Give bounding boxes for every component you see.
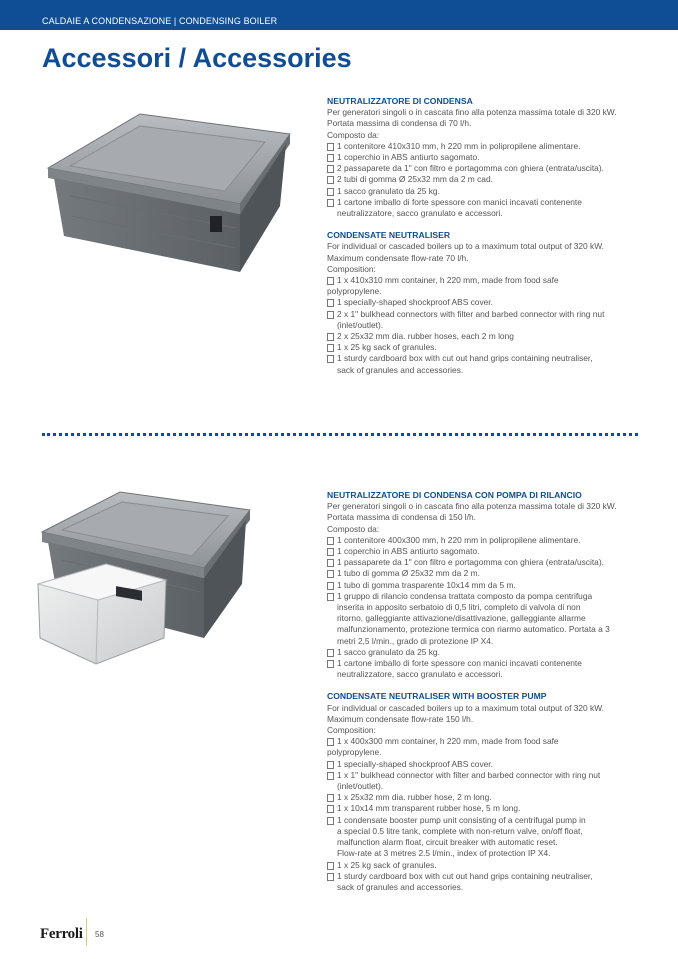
list-item-continuation: polypropylene. [327, 286, 382, 297]
list-item: 1 sacco granulato da 25 kg. [327, 186, 647, 197]
list-item: 1 sturdy cardboard box with cut out hand grips containing neutraliser, sack of granules and accessories. [327, 871, 647, 893]
list-item: 1 x 25 kg sack of granules. [327, 860, 647, 871]
list-item: 2 x 1" bulkhead connectors with filter and barbed connector with ring nut (inlet/outlet). [327, 309, 647, 331]
intro-line: Portata massima di condensa di 70 l/h. [327, 118, 472, 129]
list-item: 1 contenitore 410x310 mm, h 220 mm in polipropilene alimentare. [327, 141, 647, 152]
neutraliser-with-pump-photo [36, 488, 291, 668]
intro-line: Portata massima di condensa di 150 l/h. [327, 512, 476, 523]
product-2-heading-it: NEUTRALIZZATORE DI CONDENSA CON POMPA DI RILANCIO [327, 490, 582, 500]
list-item-continuation: polypropylene. [327, 747, 382, 758]
list-item: 2 x 25x32 mm dia. rubber hoses, each 2 m long [327, 331, 647, 342]
product-1-heading-it: NEUTRALIZZATORE DI CONDENSA [327, 96, 473, 106]
list-item: 1 cartone imballo di forte spessore con manici incavati contenente neutralizzatore, sacco granulato e accessori. [327, 658, 647, 680]
list-item: 1 gruppo di rilancio condensa trattata composto da pompa centrifuga inserita in apposito serbatoio di 0,5 litri, completo di valvola di non ritorno, galleggiante attivazione/disattivazione, galleggiante allarme malfunzionamento, protezione termica con riarmo automatico. Portata a 3 metri 2,5 l/min., grado di protezione IP X4. [327, 591, 647, 647]
list-item: 1 contenitore 400x300 mm, h 220 mm in polipropilene alimentare. [327, 535, 647, 546]
neutraliser-photo [40, 96, 295, 276]
product-2-heading-en: CONDENSATE NEUTRALISER WITH BOOSTER PUMP [327, 691, 547, 702]
intro-line: Maximum condensate flow-rate 70 l/h. [327, 252, 469, 263]
list-item: 1 coperchio in ABS antiurto sagomato. [327, 152, 647, 163]
section-label: CALDAIE A CONDENSAZIONE | CONDENSING BOILER [42, 16, 278, 26]
section-divider [42, 433, 638, 436]
list-item: 1 passaparete da 1" con filtro e portagomma con ghiera (entrata/uscita). [327, 557, 647, 568]
product-1-text [327, 96, 647, 376]
intro-line: Composto da: [327, 129, 380, 140]
list-item: 1 coperchio in ABS antiurto sagomato. [327, 546, 647, 557]
list-item: 1 x 10x14 mm transparent rubber hose, 5 m long. [327, 803, 647, 814]
intro-line: Per generatori singoli o in cascata fino alla potenza massima totale di 320 kW. [327, 501, 617, 512]
footer-divider [86, 918, 87, 946]
header-bar [0, 0, 678, 30]
list-item: 1 x 1" bulkhead connector with filter and barbed connector with ring nut (inlet/outlet). [327, 770, 647, 792]
list-item: 1 condensate booster pump unit consisting of a centrifugal pump in a special 0.5 litre tank, complete with non-return valve, on/off float, malfunction alarm float, circuit breaker with automatic reset. Flow-rate at 3 metres 2.5 l/min., index of protection IP X4. [327, 815, 647, 860]
list-item: 1 x 25x32 mm dia. rubber hose, 2 m long. [327, 792, 647, 803]
intro-line: Maximum condensate flow-rate 150 l/h. [327, 713, 474, 724]
list-item: 1 x 25 kg sack of granules. [327, 342, 647, 353]
ferroli-logo: Ferroli [40, 926, 83, 942]
intro-line: Composition: [327, 725, 376, 736]
page-number: 58 [95, 930, 104, 939]
product-2-text [327, 490, 647, 893]
list-item: 2 tubi di gomma Ø 25x32 mm da 2 m cad. [327, 174, 647, 185]
list-item: 1 tubo di gomma trasparente 10x14 mm da 5 m. [327, 580, 647, 591]
intro-line: Per generatori singoli o in cascata fino alla potenza massima totale di 320 kW. [327, 107, 617, 118]
list-item: 1 x 400x300 mm container, h 220 mm, made from food safe [327, 736, 647, 747]
intro-line: Composition: [327, 263, 376, 274]
product-1-heading-en: CONDENSATE NEUTRALISER [327, 230, 451, 241]
list-item: 1 tubo di gomma Ø 25x32 mm da 2 m. [327, 568, 647, 579]
list-item: 1 sacco granulato da 25 kg. [327, 647, 647, 658]
list-item: 1 specially-shaped shockproof ABS cover. [327, 759, 647, 770]
list-item: 1 specially-shaped shockproof ABS cover. [327, 297, 647, 308]
list-item: 1 x 410x310 mm container, h 220 mm, made from food safe [327, 275, 647, 286]
list-item: 1 cartone imballo di forte spessore con manici incavati contenente neutralizzatore, sacco granulato e accessori. [327, 197, 647, 219]
list-item: 1 sturdy cardboard box with cut out hand grips containing neutraliser, sack of granules and accessories. [327, 353, 647, 375]
intro-line: For individual or cascaded boilers up to a maximum total output of 320 kW. [327, 702, 604, 713]
intro-line: Composto da: [327, 523, 380, 534]
list-item: 2 passaparete da 1" con filtro e portagomma con ghiera (entrata/uscita). [327, 163, 647, 174]
intro-line: For individual or cascaded boilers up to a maximum total output of 320 kW. [327, 241, 604, 252]
page-title: Accessori / Accessories [42, 43, 352, 73]
